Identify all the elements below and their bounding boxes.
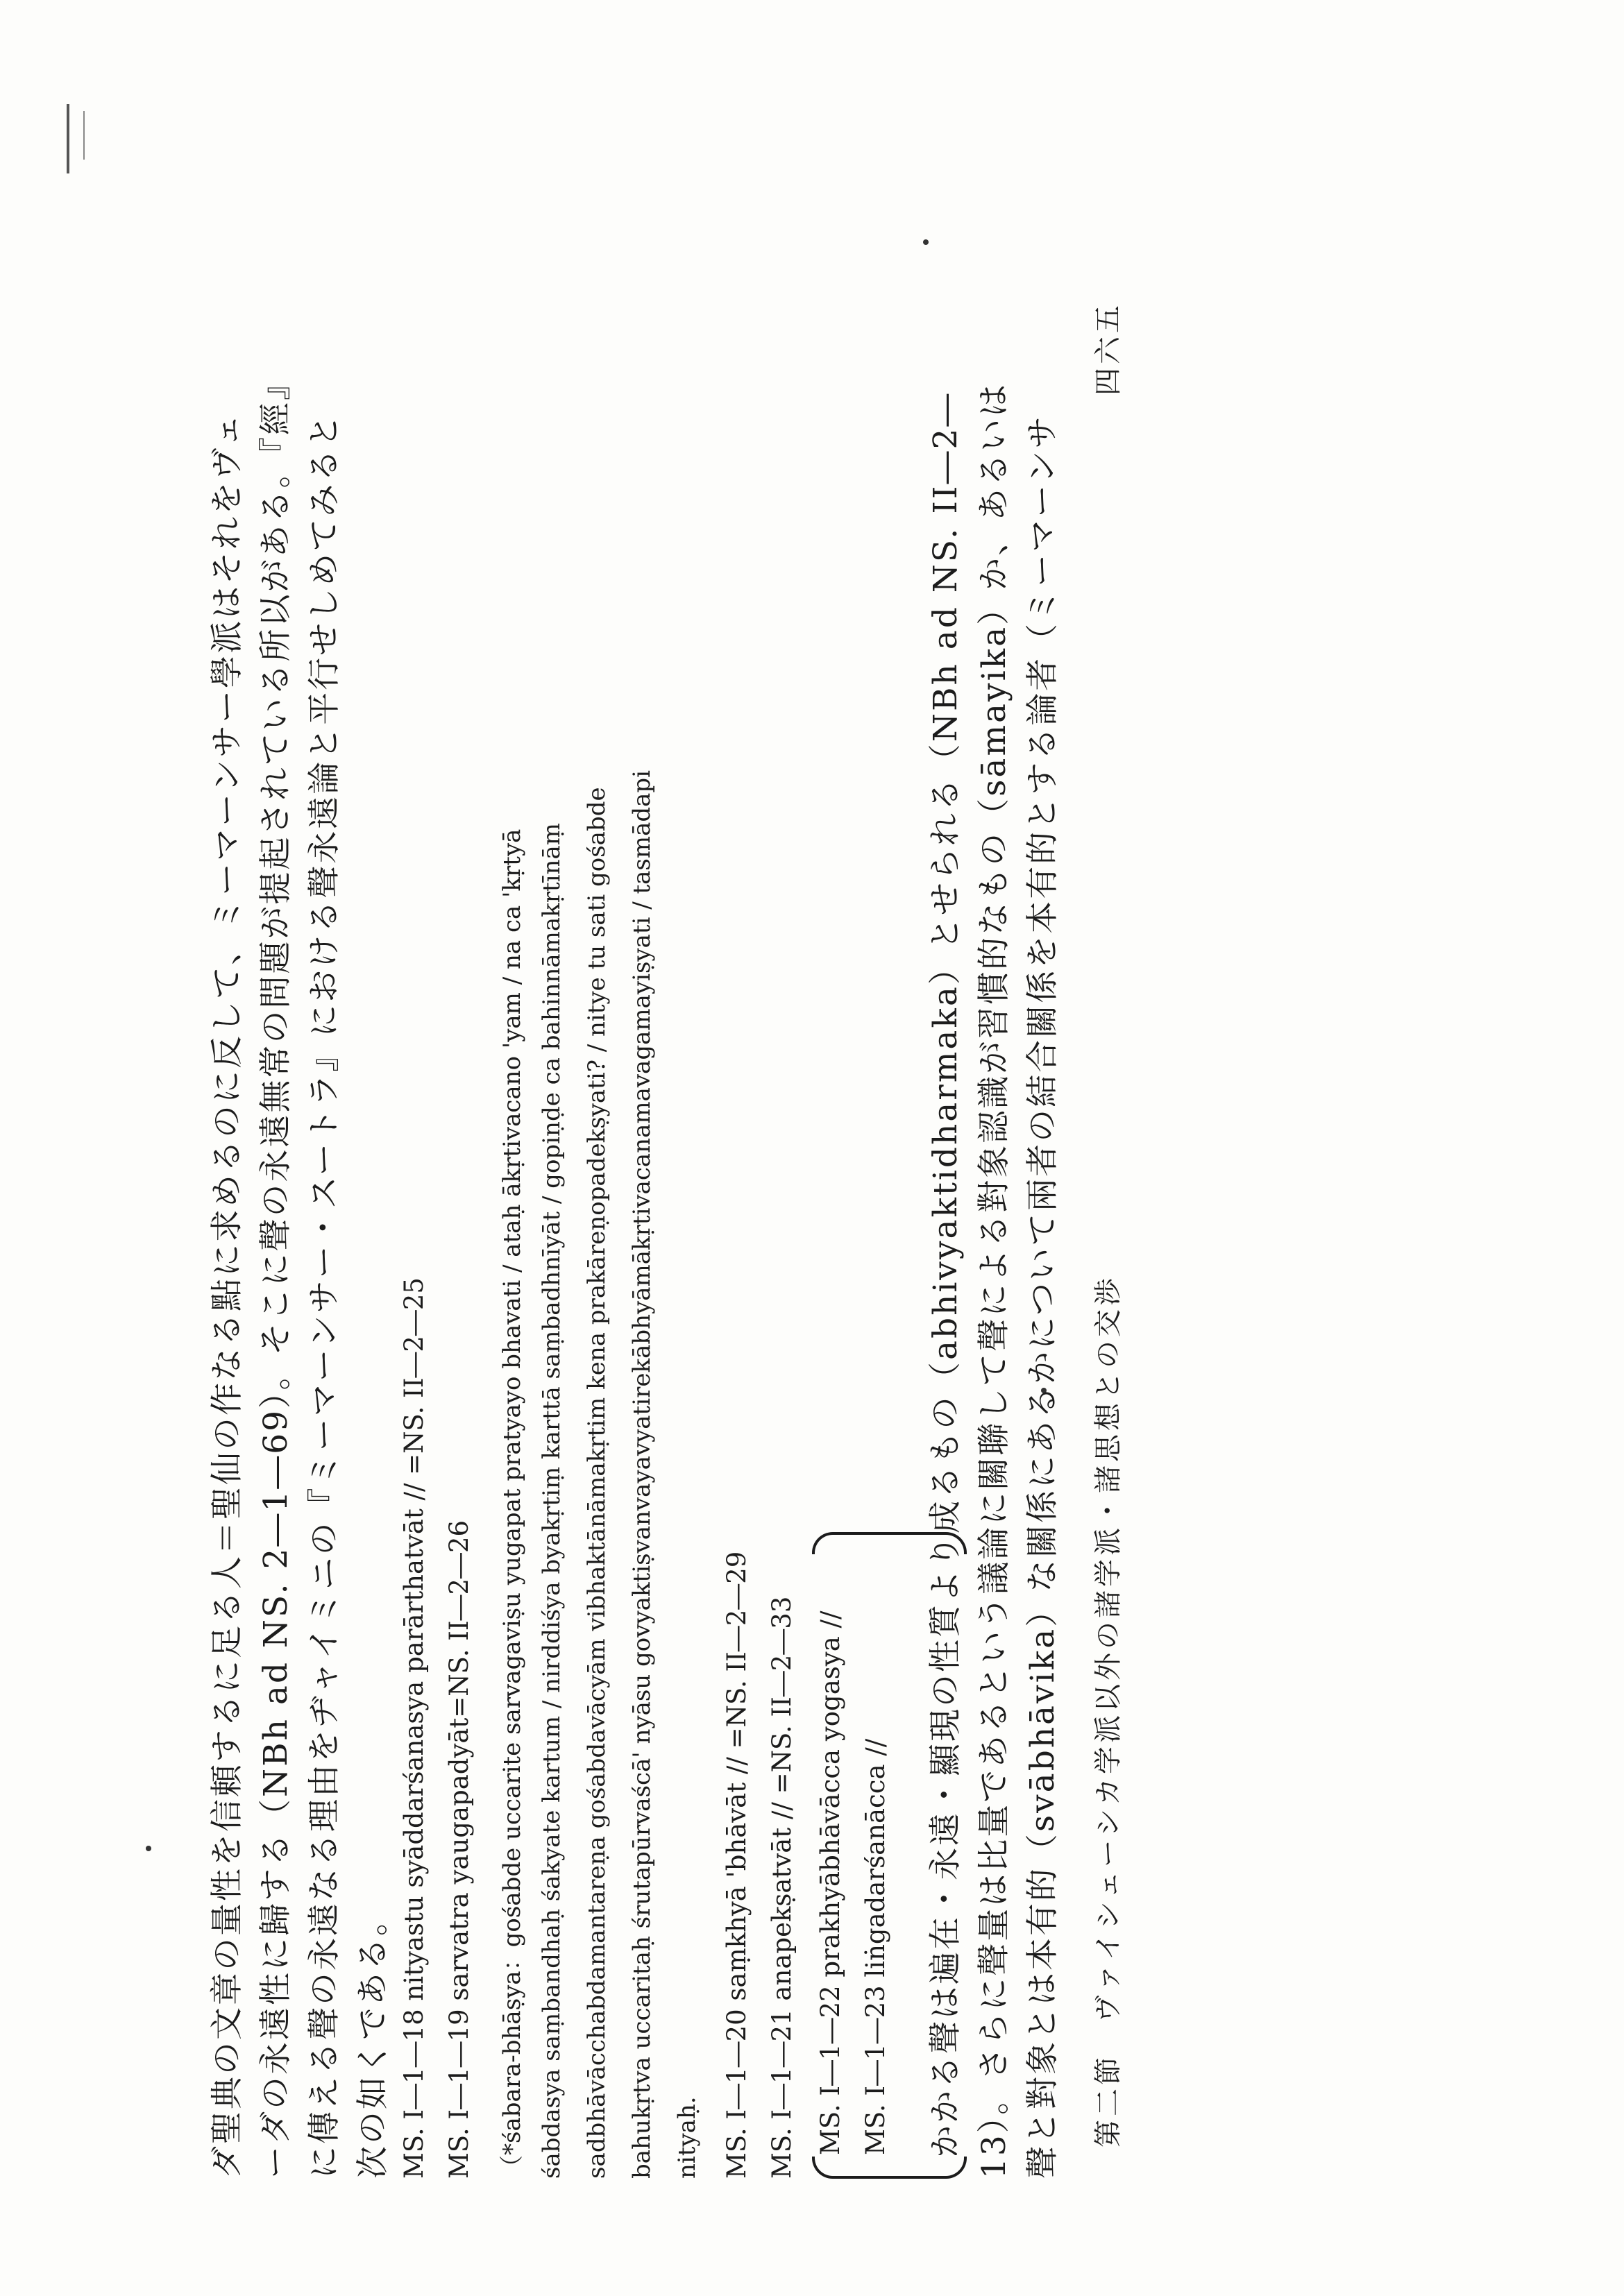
ms-sutra-19: MS. I―1―19 sarvatra yaugapadyāt=NS. II―2―26 (444, 1520, 474, 2179)
body-line-3: に傳える聲の永遠なる理由をヂャイミニの『ミーマーンサー・スートラ』における聲永遠論と平行せしめてみると (305, 412, 344, 2179)
rotated-page (201, 264, 1450, 2179)
body-line-4: 次の如くである。 (354, 1901, 392, 2179)
bhasya-line-1: （*śabara-bhāṣya：gośabde uccarite sarvagaviṣu yugapat pratyayo bhavati / ataḥ ākṛtivacano 'yam / na ca 'kṛtyā (498, 828, 526, 2179)
bhasya-line-5: nityaḥ. (673, 2096, 701, 2179)
ms-sutra-20: MS. I―1―20 saṃkhyā 'bhāvāt // =NS. II―2―29 (722, 1551, 752, 2179)
body-line-2: ーダの永遠性に歸する（NBh ad NS. 2―1―69）。そこに聲の永遠無常の問題が提起されている所以がある。『經』 (257, 365, 295, 2179)
body-line-1: ダ聖典の文章の量性を信頼するに足る人＝聖仙の作なる點に求めるのに反して、ミーマーンサー學派はそれをヴェ (208, 411, 246, 2179)
scan-artifact-line (83, 111, 85, 160)
body-line-6: 13）。さらに聲量は比量であるという議論に關聯して聲による對象認識が習慣的なもの（sāmayika）か、あるいは (975, 382, 1013, 2179)
scan-artifact-line (67, 104, 69, 173)
scan-speck (923, 239, 929, 245)
bracket-open (812, 2157, 967, 2179)
ms-sutra-21: MS. I―1―21 anapekṣatvāt // =NS. II―2―33 (767, 1596, 797, 2179)
ms-sutra-22: MS. I―1―22 prakhyābhāvācca yogasya // (815, 1610, 845, 2155)
ms-sutra-23: MS. I―1―23 liṅgadarśanācca // (861, 1738, 890, 2155)
body-line-7: 聲と對象とは本有的（svābhāvika）な關係にあるかについて兩者の結合關係を本有的とする論者（ミーマーンサ (1024, 414, 1062, 2179)
bhasya-line-3: sadbhāvācchabdamantareṇa gośabdavācyām vibhaktānāmakṛtim kena prakāreṇopadekṣyati? / nitye tu sati gośabde (583, 787, 611, 2179)
running-head: 第二節 ヴァイシェーシカ学派以外の諸学派・諸思想との交渉 (1092, 1275, 1124, 2148)
ms-sutra-18: MS. I―1―18 nityastu syāddarśanasya parārthatvāt // =NS. II―2―25 (399, 1277, 429, 2179)
page-number: 四六五 (1092, 302, 1124, 396)
body-line-5: かかる聲は遍在・永遠・顯現の性質より成るもの（abhivyaktidharmaka）とせられる（NBh ad NS. II―2― (927, 391, 965, 2158)
scan-speck (146, 1846, 151, 1851)
bhasya-line-2: śabdasya saṃbandhaḥ śakyate kartum / nirddiśya byakṛtiṃ karttā saṃbadhnīyāt / gopiṇḍe ca bahinnāmakṛtīnāṃ (538, 823, 566, 2179)
bhasya-line-4: bahukṛtva uccaritaḥ śrutapūrvaścā' nyāsu govyaktiṣvanvayavyatirekābhyāmākṛtivacanamavagamayiṣyati / tasmādapi (628, 769, 656, 2179)
